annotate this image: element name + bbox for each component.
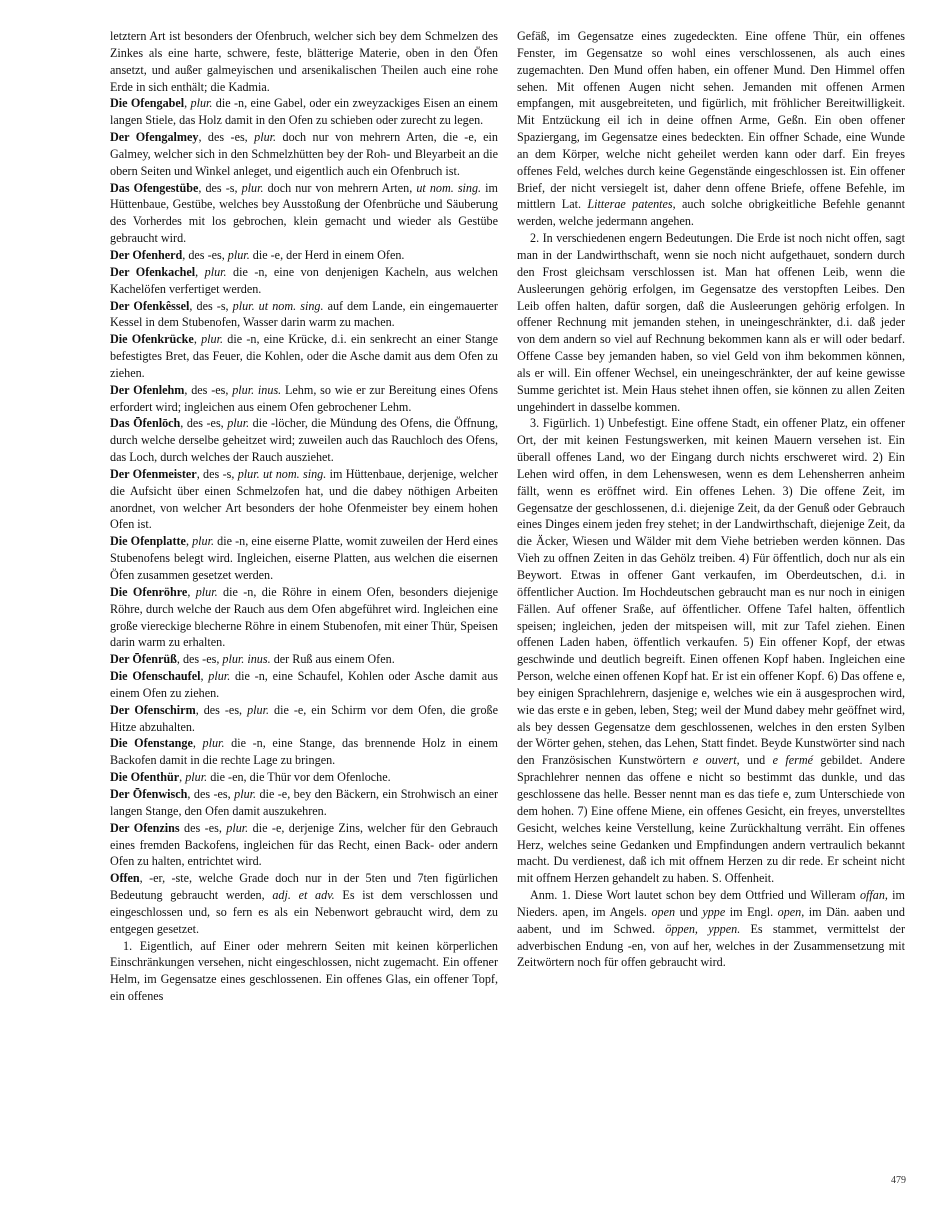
body-text: die -n, die Röhre in einem Ofen, besonders diejenige Röhre, durch welche der Rauch aus dem Ofen abgeführet wird. Ingleichen eine große viereckige blecherne Röhre in einem Stubenofen, mit einer Thür, Speisen darin warm zu erhalten. [110,584,498,650]
body-text: des -es, [179,820,227,835]
entry-headword: Der Ōfenrüß [110,652,177,667]
entry-headword: Der Ofenmeister [110,466,197,481]
body-text: die -löcher, die Mündung des Ofens, die Öffnung, durch welche derselbe geheitzet wird; zuweilen auch das Rauchloch des Ofens, das Loch, durch welches der Rauch ausziehet. [110,416,498,465]
dictionary-entry [110,180,498,247]
text-paragraph [517,887,905,971]
dictionary-entry [110,735,498,769]
body-text: im Dän. aaben und aabent, und im Schwed. [517,904,905,936]
body-text: doch nur von mehrern Arten, [263,180,417,195]
body-text: die -n, eine eiserne Platte, womit zuweilen der Herd eines Stubenofens belegt wird. Ingleichen, eiserne Platten, aus welchen die eisernen Öfen zusammen gesetzet werden. [110,534,498,582]
body-text: Es ist dem verschlossen und eingeschlossen und, so fern es als ein Nebenwort gebraucht wird, dem zu entgegen gesetzet. [110,888,499,936]
body-text: die -e, bey den Bäckern, ein Strohwisch an einer langen Stange, den Ofen damit auszukehren. [110,786,499,818]
italic-text: plur. ut nom. sing. [237,466,327,481]
body-text: , [185,534,193,549]
body-text: , [195,264,205,279]
dictionary-entry [110,584,498,651]
italic-text: plur. [192,534,215,549]
body-text: , des -es, [184,382,233,397]
italic-text: plur. [202,736,225,751]
italic-text: open, [777,904,805,919]
italic-text: plur. [208,669,231,684]
body-text: , des -s, [196,466,238,481]
body-text: der Ruß aus einem Ofen. [270,652,395,667]
dictionary-entry [110,264,498,298]
body-text: im Engl. [725,904,778,919]
dictionary-entry [110,331,498,382]
entry-headword: Die Ofenschaufel [110,669,201,684]
body-text: und [739,753,773,768]
entry-headword: Der Ofenschirm [110,702,196,717]
italic-text: e fermé [772,753,814,768]
right-column [517,28,905,971]
body-text: die -n, eine Stange, das brennende Holz in einem Backofen damit in die rechte Lage zu bringen. [110,736,499,768]
body-text: , [187,584,196,599]
body-text: , -er, -ste, welche Grade doch nur in der 5ten und 7ten figürlichen Bedeutung gebraucht werden, [110,871,498,903]
body-text: im Nieders. apen, im Angels. [517,888,905,919]
dictionary-entry [110,415,498,466]
body-text: , [192,736,203,751]
body-text: , des -es, [176,652,223,667]
body-text: Anm. 1. Diese Wort lautet schon bey dem Ottfried und Willeram [530,888,860,903]
body-text: die -e, der Herd in einem Ofen. [249,247,405,262]
dictionary-entry [110,466,498,533]
entry-headword: Der Ofenherd [110,247,183,262]
italic-text: plur. inus. [232,382,282,397]
body-text: die -e, ein Schirm vor dem Ofen, die große Hitze abzuhalten. [110,702,498,734]
italic-text: plur. [185,770,208,785]
body-text: , des -s, [198,180,242,195]
dictionary-entry [110,820,498,871]
body-text: Lehm, so wie er zur Bereitung eines Ofens erfordert wird; ingleichen aus einem Ofen gebrochener Lehm. [110,382,498,414]
entry-headword: Die Ofenplatte [110,534,186,549]
body-text: , des -es, [195,702,248,717]
italic-text: offan, [859,888,888,903]
dictionary-entry [110,382,498,416]
entry-headword: Die Ofenröhre [110,584,188,599]
dictionary-entry [110,870,498,937]
body-text: die -en, die Thür vor dem Ofenloche. [207,770,391,785]
text-paragraph [110,28,498,95]
dictionary-entry [110,786,498,820]
body-text: 1. Eigentlich, auf Einer oder mehrern Seiten mit keinen körperlichen Einschränkungen versehen, nicht eingeschlossen, nicht zugemacht. Ein offener Helm, im Gegensatze eines geschlossenen. Ein offenes Glas, ein offener Topf, ein offenes [110,938,498,1004]
page-number: 479 [891,1175,906,1186]
body-text: Gefäß, im Gegensatze eines zugedeckten. Eine offene Thür, ein offenes Fenster, im Gegensatze so wohl eines verschlossenen, als auch eines zugemachten. Den Mund offen haben, ein offener Mund. Den Himmel offen sehen. Mit offenen Augen nicht sehen. Jemanden mit offenen Armen empfangen, mit ausgebreiteten, und figürlich, mit fröhlicher Bereitwilligkeit. Mit Entzückung eil ich in deine offnen Arme, Geßn. Ein oben offener Spaziergang, im Gegensatze eines bedeckten. Ein offner Schade, eine Wunde an dem Körper, welche nicht geheilet werden kann oder darf. Ein freyes offenes Feld, welches durch keine Gegenstände eingeschlossen ist. Ein offener Brief, der nicht versiegelt ist, daher denn offene Briefe, offene Befehle, im mittlern Lat. [517,29,905,212]
entry-headword: Das Ofengestübe [110,180,199,195]
dictionary-entry [110,95,498,129]
dictionary-entry [110,769,498,786]
dictionary-entry [110,651,498,668]
italic-text: adj. et adv. [272,888,335,903]
body-text: die -n, eine Krücke, d.i. ein senkrecht an einer Stange befestigtes Bret, das Feuer, die Kohlen, oder die Asche damit aus dem Ofen zu ziehen. [110,332,498,380]
dictionary-entry [110,129,498,180]
italic-text: plur. inus. [222,652,271,667]
italic-text: e ouvert, [692,753,740,768]
italic-text: öppen, yppen. [665,921,741,936]
italic-text: plur. [247,702,270,717]
entry-headword: Die Ofenthür [110,770,180,785]
italic-text: plur. ut nom. sing. [232,298,324,313]
body-text: und [675,904,703,919]
body-text: im Hüttenbaue, derjenige, welcher die Aufsicht über einen Schmelzofen hat, und die dabey nöthigen Arbeiten anordnet, von welcher Art besonders der hohe Ofenmeister bey einem hohen Ofen ist. [110,466,498,532]
italic-text: open [651,904,676,919]
body-text: , des -s, [189,298,233,313]
entry-headword: Der Ofenkachel [110,264,196,279]
entry-headword: Die Ofenkrücke [110,332,194,347]
entry-headword: Der Ofenzins [110,820,180,835]
entry-headword: Der Ōfenwisch [110,786,188,801]
italic-text: plur. [201,332,224,347]
body-text: , des -es, [182,247,228,262]
body-text: die -n, eine Gabel, oder ein zweyzackiges Eisen an einem langen Stiele, das Holz damit in den Ofen zu schieben oder zurecht zu legen. [110,96,498,128]
body-text: , [179,770,186,785]
entry-headword: Der Ofenlehm [110,382,185,397]
italic-text: plur. [241,180,264,195]
entry-headword: Offen [110,871,140,886]
dictionary-entry [110,668,498,702]
dictionary-entry [110,702,498,736]
italic-text: plur. [254,130,277,145]
italic-text: yppe [702,904,726,919]
text-paragraph [517,415,905,887]
italic-text: plur. [227,416,250,431]
dictionary-entry [110,247,498,264]
italic-text: plur. [226,820,249,835]
body-text: die -n, eine Schaufel, Kohlen oder Asche damit aus einem Ofen zu ziehen. [110,669,498,700]
body-text: , [200,669,209,684]
italic-text: plur. [234,786,257,801]
entry-headword: Der Ofenkêssel [110,298,190,313]
body-text: 2. In verschiedenen engern Bedeutungen. Die Erde ist noch nicht offen, sagt man in der Landwirthschaft, wenn sie noch nicht aufgethauet, sondern durch den Frost gleichsam verschlossen ist. Man hat offenen Leib, wenn die Ausleerungen gehörig erfolgen, im Gegensatze des verstopften Leibes. Den Leib offen halten, dafür sorgen, daß die Ausleerungen gehörig erfolgen. In offener Rechnung mit jemanden stehen, in uneingeschränkter, d.i. daß jeder von dem andern so viel auf Rechnung bekommen kann als er will oder bedarf. Offene Casse bey jemanden haben, so viel Geld von ihm bekommen können, als er will. Ein offener Wechsel, ein uneingeschränkter, der auf keine gewisse Summe gerichtet ist. Mein Haus stehet ihnen offen, sie können zu allen Zeiten ungehindert in dasselbe kommen. [517,231,905,414]
italic-text: plur. [190,96,213,111]
body-text: doch nur von mehrern Arten, die -e, ein Galmey, welcher sich in den Schmelzhütten bey der Roh- und Bleyarbeit an die obern Seiten und Winkel anleget, und eigentlich auch ein Ofenbruch ist. [110,130,499,178]
italic-text: plur. [195,584,218,599]
body-text: gebildet. Andere Sprachlehrer nennen das offene e nicht so bestimmt das dunkle, und das geschlossene das helle. Besser nennt man es das tiefe e, zum Unterschiede von dem hohen. 7) Eine offene Miene, ein offenes Gesicht, ein freyes, unverstelltes Gesicht, welches keine Verstellung, keine Zurückhaltung verräht. Ein offenes Herz, welches seine Gedanken und Empfindungen andern vertraulich bekannt macht. Du verdienest, daß ich mit offnem Herzen zu dir rede. Er scheint nicht mit offnem Herzen gehandelt zu haben. S. Offenheit. [517,753,905,886]
body-text: 3. Figürlich. 1) Unbefestigt. Eine offene Stadt, ein offener Platz, ein offener Ort, der mit keinen Festungswerken, mit keinen Mauern versehen ist. Ein überall offenes Land, wo der Eingang durch nichts erschweret wird. 2) Ein Lehen wird offen, in dem Lehenswesen, wenn es dem Lehensherren anheim fällt, wenn es eröffnet wird. Ein offenes Lehen. 3) Die offene Zeit, im Gegensatze der geschlossenen, d.i. diejenige Zeit, da der Genuß oder Gebrauch eines Dinges einem jeden frey stehet; in der Landwirthschaft, diejenige Zeit, da die Äcker, Wiesen und Wälder mit dem Viehe betrieben werden können. Das Vieh zu offnen Zeiten in das Gehölz treiben. 4) Für öffentlich, doch nur als ein Beywort. Etwas in offener Gant verkaufen, im Oberdeutschen, d.i. in öffentlicher Auction. Im Hochdeutschen gebraucht man es nur noch in einigen Fällen. Auf offener Sraße, auf öffentlicher. Offene Tafel halten, öffentlich speisen; ingleichen, jeden der mitspeisen will, mit zur Tafel ziehen. Einen offenen Laden haben, öffentlich verkaufen. 5) Ein offener Kopf, der etwas geschwinde und deutlich begreift. Einen offenen Kopf haben. Ingleichen eine Person, welche einen offenen Kopf hat. Er ist ein offener Kopf. 6) Das offene e, bey einigen Sprachlehrern, dasjenige e, welches wie ein ä ausgesprochen wird, wie das erste e in geben, leben, Steg; weil der Mund dabey mehr geöffnet wird, als bey dessen Gegensatze dem geschlossenen, welches in den ersten Sylben der Wörter gehen, stehen, das Lehen, Statt findet. Beyde Kunstwörter sind nach den Französischen Kunstwörtern [517,416,905,768]
dictionary-entry [110,533,498,584]
body-text: auch solche obrigkeitliche Befehle genannt werden, welche jedermann angehen. [517,197,905,229]
body-text: die -n, eine von denjenigen Kacheln, aus welchen Kachelöfen verfertiget werden. [110,264,498,296]
dictionary-entry [110,298,498,332]
italic-text: ut nom. sing. [416,180,482,195]
entry-headword: Die Ofenstange [110,736,193,751]
body-text: letztern Art ist besonders der Ofenbruch, welcher sich bey dem Schmelzen des Zinkes als eine harte, schwere, feste, blätterige Materie, oben in den Öfen ansetzt, und außer galmeyischen und arsenikalischen Theilen auch eine rohe Erde in sich enthält; die Kadmia. [110,29,498,94]
text-paragraph [517,28,905,230]
text-paragraph [517,230,905,415]
body-text: , des -es, [187,786,235,801]
body-text: im Hüttenbaue, Gestübe, welches bey Ausstoßung der Ofenbrüche und Säuberung des Vorherdes mit los gebrochen, klein gemacht und wieder als Gestübe gebraucht wird. [110,180,498,246]
body-text: , des -es, [198,130,255,145]
text-paragraph [110,938,498,1005]
italic-text: plur. [204,264,227,279]
body-text: auf dem Lande, ein eingemauerter Kessel in dem Stubenofen, Wasser darin warm zu machen. [110,298,498,330]
left-column [110,28,498,1005]
body-text: , des -es, [180,416,228,431]
body-text: die -e, derjenige Zins, welcher für den Gebrauch eines fremden Backofens, ingleichen für das Recht, einen Back- oder andern Ofen zu halten, entrichtet wird. [110,820,498,869]
body-text: , [184,96,191,111]
entry-headword: Der Ofengalmey [110,130,199,145]
body-text: Es stammet, vermittelst der adverbischen Endung -en, von auf her, welches in der Zusammensetzung mit Zeitwörtern noch für offen gebraucht wird. [517,921,905,970]
entry-headword: Die Ofengabel [110,96,185,111]
italic-text: plur. [227,247,250,262]
italic-text: Litterae patentes, [587,197,676,212]
body-text: , [193,332,202,347]
entry-headword: Das Ōfenlōch [110,416,181,431]
